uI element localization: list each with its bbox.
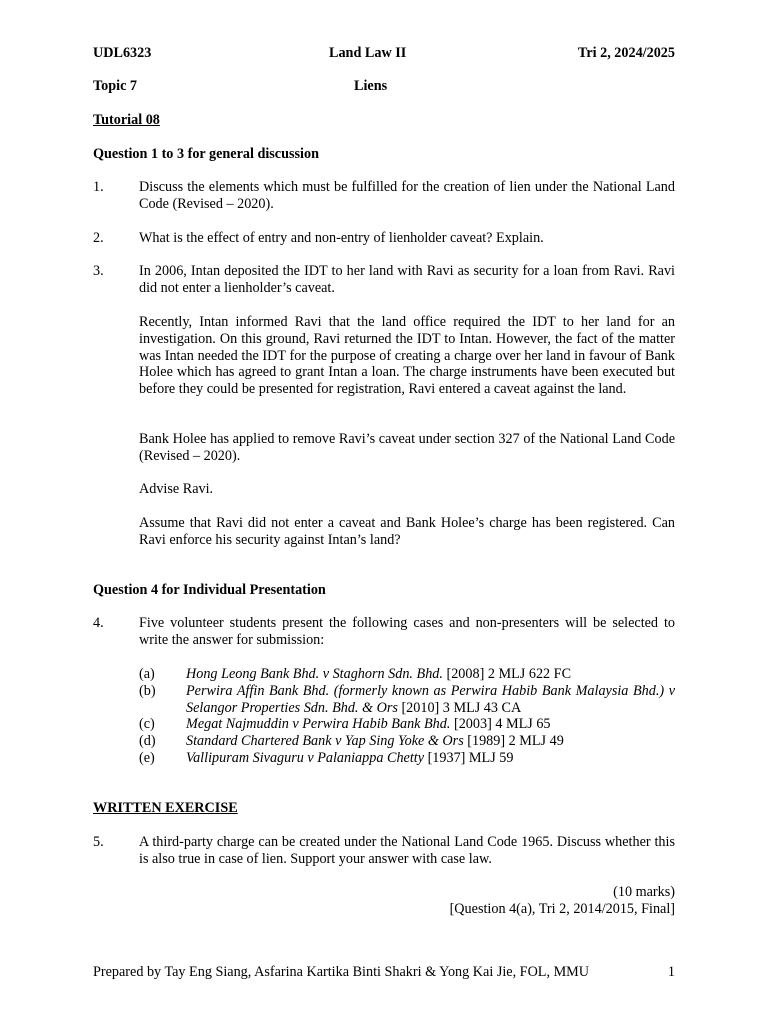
case-citation: [1989] 2 MLJ 49: [463, 733, 564, 749]
case-citation: [2008] 2 MLJ 622 FC: [442, 666, 572, 682]
course-code: UDL6323: [93, 45, 152, 61]
course-title: Land Law II: [329, 45, 407, 61]
case-item: [186, 666, 675, 683]
case-item: [186, 733, 675, 750]
question-text: Five volunteer students present the following cases and non-presenters will be selected to write the answer for submission:: [139, 615, 675, 648]
case-citation: [2010] 3 MLJ 43 CA: [397, 699, 522, 716]
prepared-by: Prepared by Tay Eng Siang, Asfarina Kartika Binti Shakri & Yong Kai Jie, FOL, MMU: [93, 964, 590, 980]
topic-label: Topic 7: [93, 78, 138, 94]
question-text: A third-party charge can be created under the National Land Code 1965. Discuss whether this is also true in case of lien. Support your answer with case law.: [139, 834, 675, 867]
tutorial-title: Tutorial 08: [93, 112, 160, 128]
question-number: 4.: [93, 615, 104, 631]
marks: (10 marks): [613, 884, 675, 900]
case-item: [186, 750, 675, 767]
case-label: (b): [139, 683, 156, 699]
case-label: (e): [139, 750, 155, 766]
case-label: (c): [139, 716, 155, 732]
question-number: 3.: [93, 263, 104, 279]
case-name: Vallipuram Sivaguru v Palaniappa Chetty: [186, 750, 425, 766]
case-name: Hong Leong Bank Bhd. v Staghorn Sdn. Bhd.: [186, 666, 443, 682]
question-paragraph: Assume that Ravi did not enter a caveat and Bank Holee’s charge has been registered. Can Ravi enforce his security against Intan’s land?: [139, 515, 675, 548]
case-name: Perwira Affin Bank Bhd. (formerly known as Perwira Habib Bank Malaysia Bhd.) v Selangor Properties Sdn. Bhd. & Ors: [186, 683, 675, 716]
question-number: 2.: [93, 230, 104, 246]
question-paragraph: Bank Holee has applied to remove Ravi’s caveat under section 327 of the National Land Code (Revised – 2020).: [139, 431, 675, 464]
question-paragraph: In 2006, Intan deposited the IDT to her land with Ravi as security for a loan from Ravi. Ravi did not enter a lienholder’s caveat.: [139, 263, 675, 296]
question-paragraph: Recently, Intan informed Ravi that the land office required the IDT to her land for an investigation. On this ground, Ravi returned the IDT to Intan. However, the fact of the matter was Intan needed the IDT for the purpose of creating a charge over her land in favour of Bank Holee which has agreed to grant Intan a loan. The charge instruments have been executed but before they could be presented for registration, Ravi entered a caveat against the land.: [139, 314, 675, 398]
case-label: (a): [139, 666, 155, 682]
case-name: Standard Chartered Bank v Yap Sing Yoke & Ors: [186, 733, 464, 749]
topic-title: Liens: [354, 78, 388, 94]
section2-heading: Question 4 for Individual Presentation: [93, 582, 326, 598]
case-citation: [1937] MLJ 59: [424, 750, 514, 766]
question-text: Discuss the elements which must be fulfilled for the creation of lien under the National Land Code (Revised – 2020).: [139, 179, 675, 212]
term: Tri 2, 2024/2025: [577, 45, 675, 61]
question-number: 5.: [93, 834, 104, 850]
written-exercise-heading: WRITTEN EXERCISE: [93, 800, 238, 816]
question-text: What is the effect of entry and non-entry of lienholder caveat? Explain.: [139, 230, 544, 246]
case-item: [186, 716, 675, 733]
page-number: 1: [667, 964, 675, 980]
case-label: (d): [139, 733, 156, 749]
case-name: Megat Najmuddin v Perwira Habib Bank Bhd.: [186, 716, 451, 732]
question-source: [Question 4(a), Tri 2, 2014/2015, Final]: [449, 901, 675, 917]
case-citation: [2003] 4 MLJ 65: [450, 716, 551, 732]
question-number: 1.: [93, 179, 104, 195]
case-item: [186, 683, 675, 717]
question-paragraph: Advise Ravi.: [139, 481, 214, 497]
section1-heading: Question 1 to 3 for general discussion: [93, 146, 319, 162]
